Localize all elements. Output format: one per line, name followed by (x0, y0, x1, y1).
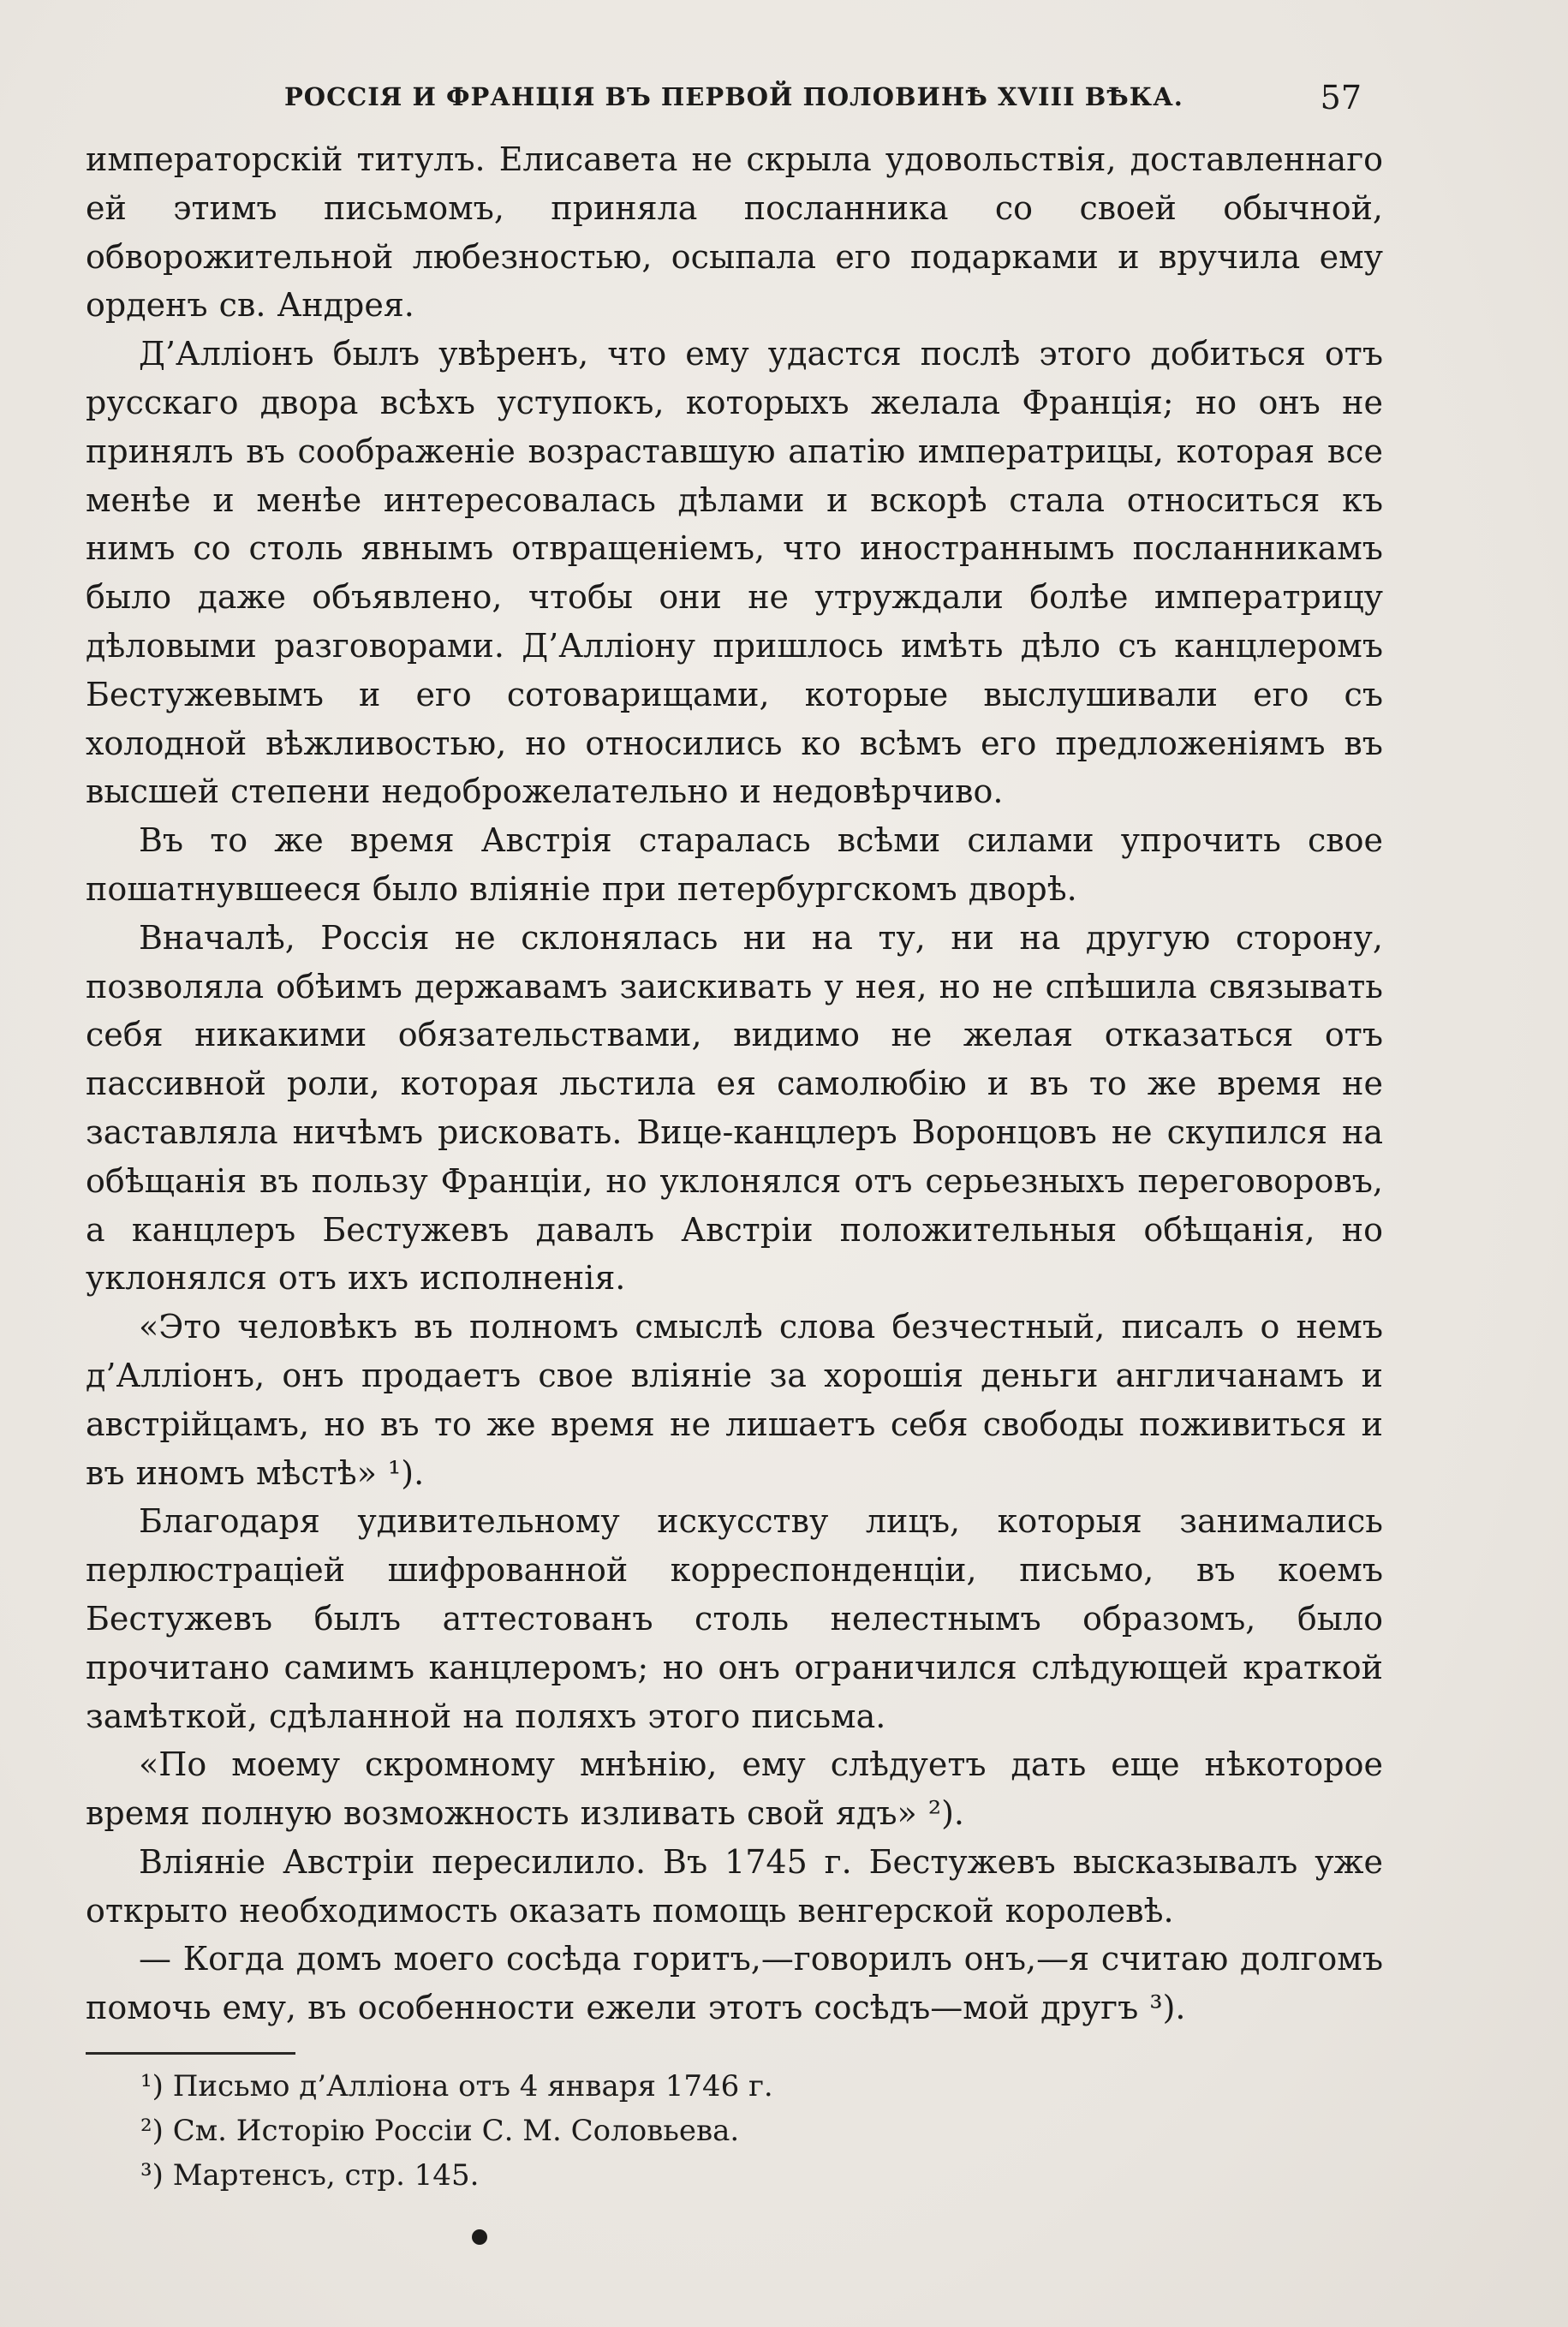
paragraph-7: «По моему скромному мнѣнію, ему слѣдуетъ дать еще нѣкоторое время полную возможность изливать свой ядъ» ²). (86, 1745, 1383, 1833)
paragraph-9: — Когда домъ моего сосѣда горитъ,—говорилъ онъ,—я считаю долгомъ помочь ему, въ особенности ежели этотъ сосѣдъ—мой другъ ³). (86, 1940, 1383, 2027)
paragraph-8: Вліяніе Австріи пересилило. Въ 1745 г. Бестужевъ высказывалъ уже открыто необходимость оказать помощь венгерской королевѣ. (86, 1842, 1383, 1930)
footnotes (140, 2064, 1254, 2198)
ink-dot (472, 2229, 487, 2245)
footnote-text: См. Исторію Россіи С. М. Соловьева. (172, 2114, 740, 2148)
body-text (86, 135, 1383, 2032)
footnote-text: Письмо д’Алліона отъ 4 января 1746 г. (172, 2069, 773, 2103)
paragraph-5: «Это человѣкъ въ полномъ смыслѣ слова безчестный, писалъ о немъ д’Алліонъ, онъ продаетъ свое вліяніе за хорошія деньги англичанамъ и австрійцамъ, но въ то же время не лишаетъ себя свободы поживиться и въ иномъ мѣстѣ» ¹). (86, 1308, 1383, 1492)
paragraph-4: Вначалѣ, Россія не склонялась ни на ту, ни на другую сторону, позволяла обѣимъ державамъ заискивать у нея, но не спѣшила связывать себя никакими обязательствами, видимо не желая отказаться отъ пассивной роли, которая льстила ея самолюбію и въ то же время не заставляла ничѣмъ рисковать. Вице-канцлеръ Воронцовъ не скупился на обѣщанія въ пользу Франціи, но уклонялся отъ серьезныхъ переговоровъ, а канцлеръ Бестужевъ давалъ Австріи положительныя обѣщанія, но уклонялся отъ ихъ исполненія. (86, 918, 1383, 1298)
footnote-text: Мартенсъ, стр. 145. (172, 2158, 480, 2193)
footnote-3 (140, 2153, 1254, 2198)
footnote-mark: ²) (140, 2114, 164, 2148)
page-header (128, 79, 1362, 122)
paragraph-2: Д’Алліонъ былъ увѣренъ, что ему удастся послѣ этого добиться отъ русскаго двора всѣхъ уступокъ, которыхъ желала Франція; но онъ не принялъ въ соображеніе возраставшую апатію императрицы, которая все менѣе и менѣе интересовалась дѣлами и вскорѣ стала относиться къ нимъ со столь явнымъ отвращеніемъ, что иностраннымъ посланникамъ было даже объявлено, чтобы они не утруждали болѣе императрицу дѣловыми разговорами. Д’Алліону пришлось имѣть дѣло съ канцлеромъ Бестужевымъ и его сотоварищами, которые выслушивали его съ холодной вѣжливостью, но относились ко всѣмъ его предложеніямъ въ высшей степени недоброжелательно и недовѣрчиво. (86, 335, 1383, 811)
paragraph-6: Благодаря удивительному искусству лицъ, которыя занимались перлюстраціей шифрованной корреспонденціи, письмо, въ коемъ Бестужевъ былъ аттестованъ столь нелестнымъ образомъ, было прочитано самимъ канцлеромъ; но онъ ограничился слѣдующей краткой замѣткой, сдѣланной на поляхъ этого письма. (86, 1502, 1383, 1735)
footnote-1 (140, 2064, 1254, 2109)
footnote-mark: ¹) (140, 2069, 164, 2103)
page-number: 57 (1320, 79, 1362, 116)
paragraph-1: императорскій титулъ. Елисавета не скрыла удовольствія, доставленнаго ей этимъ письмомъ, приняла посланника со своей обычной, обворожительной любезностью, осыпала его подарками и вручила ему орденъ св. Андрея. (86, 140, 1383, 325)
running-title: РОССІЯ И ФРАНЦІЯ ВЪ ПЕРВОЙ ПОЛОВИНѢ XVIII ВѢКА. (284, 82, 1183, 111)
footnote-2 (140, 2109, 1254, 2153)
paragraph-3: Въ то же время Австрія старалась всѣми силами упрочить свое пошатнувшееся было вліяніе при петербургскомъ дворѣ. (86, 821, 1383, 908)
footnote-mark: ³) (140, 2158, 164, 2193)
footnote-separator (86, 2052, 295, 2055)
